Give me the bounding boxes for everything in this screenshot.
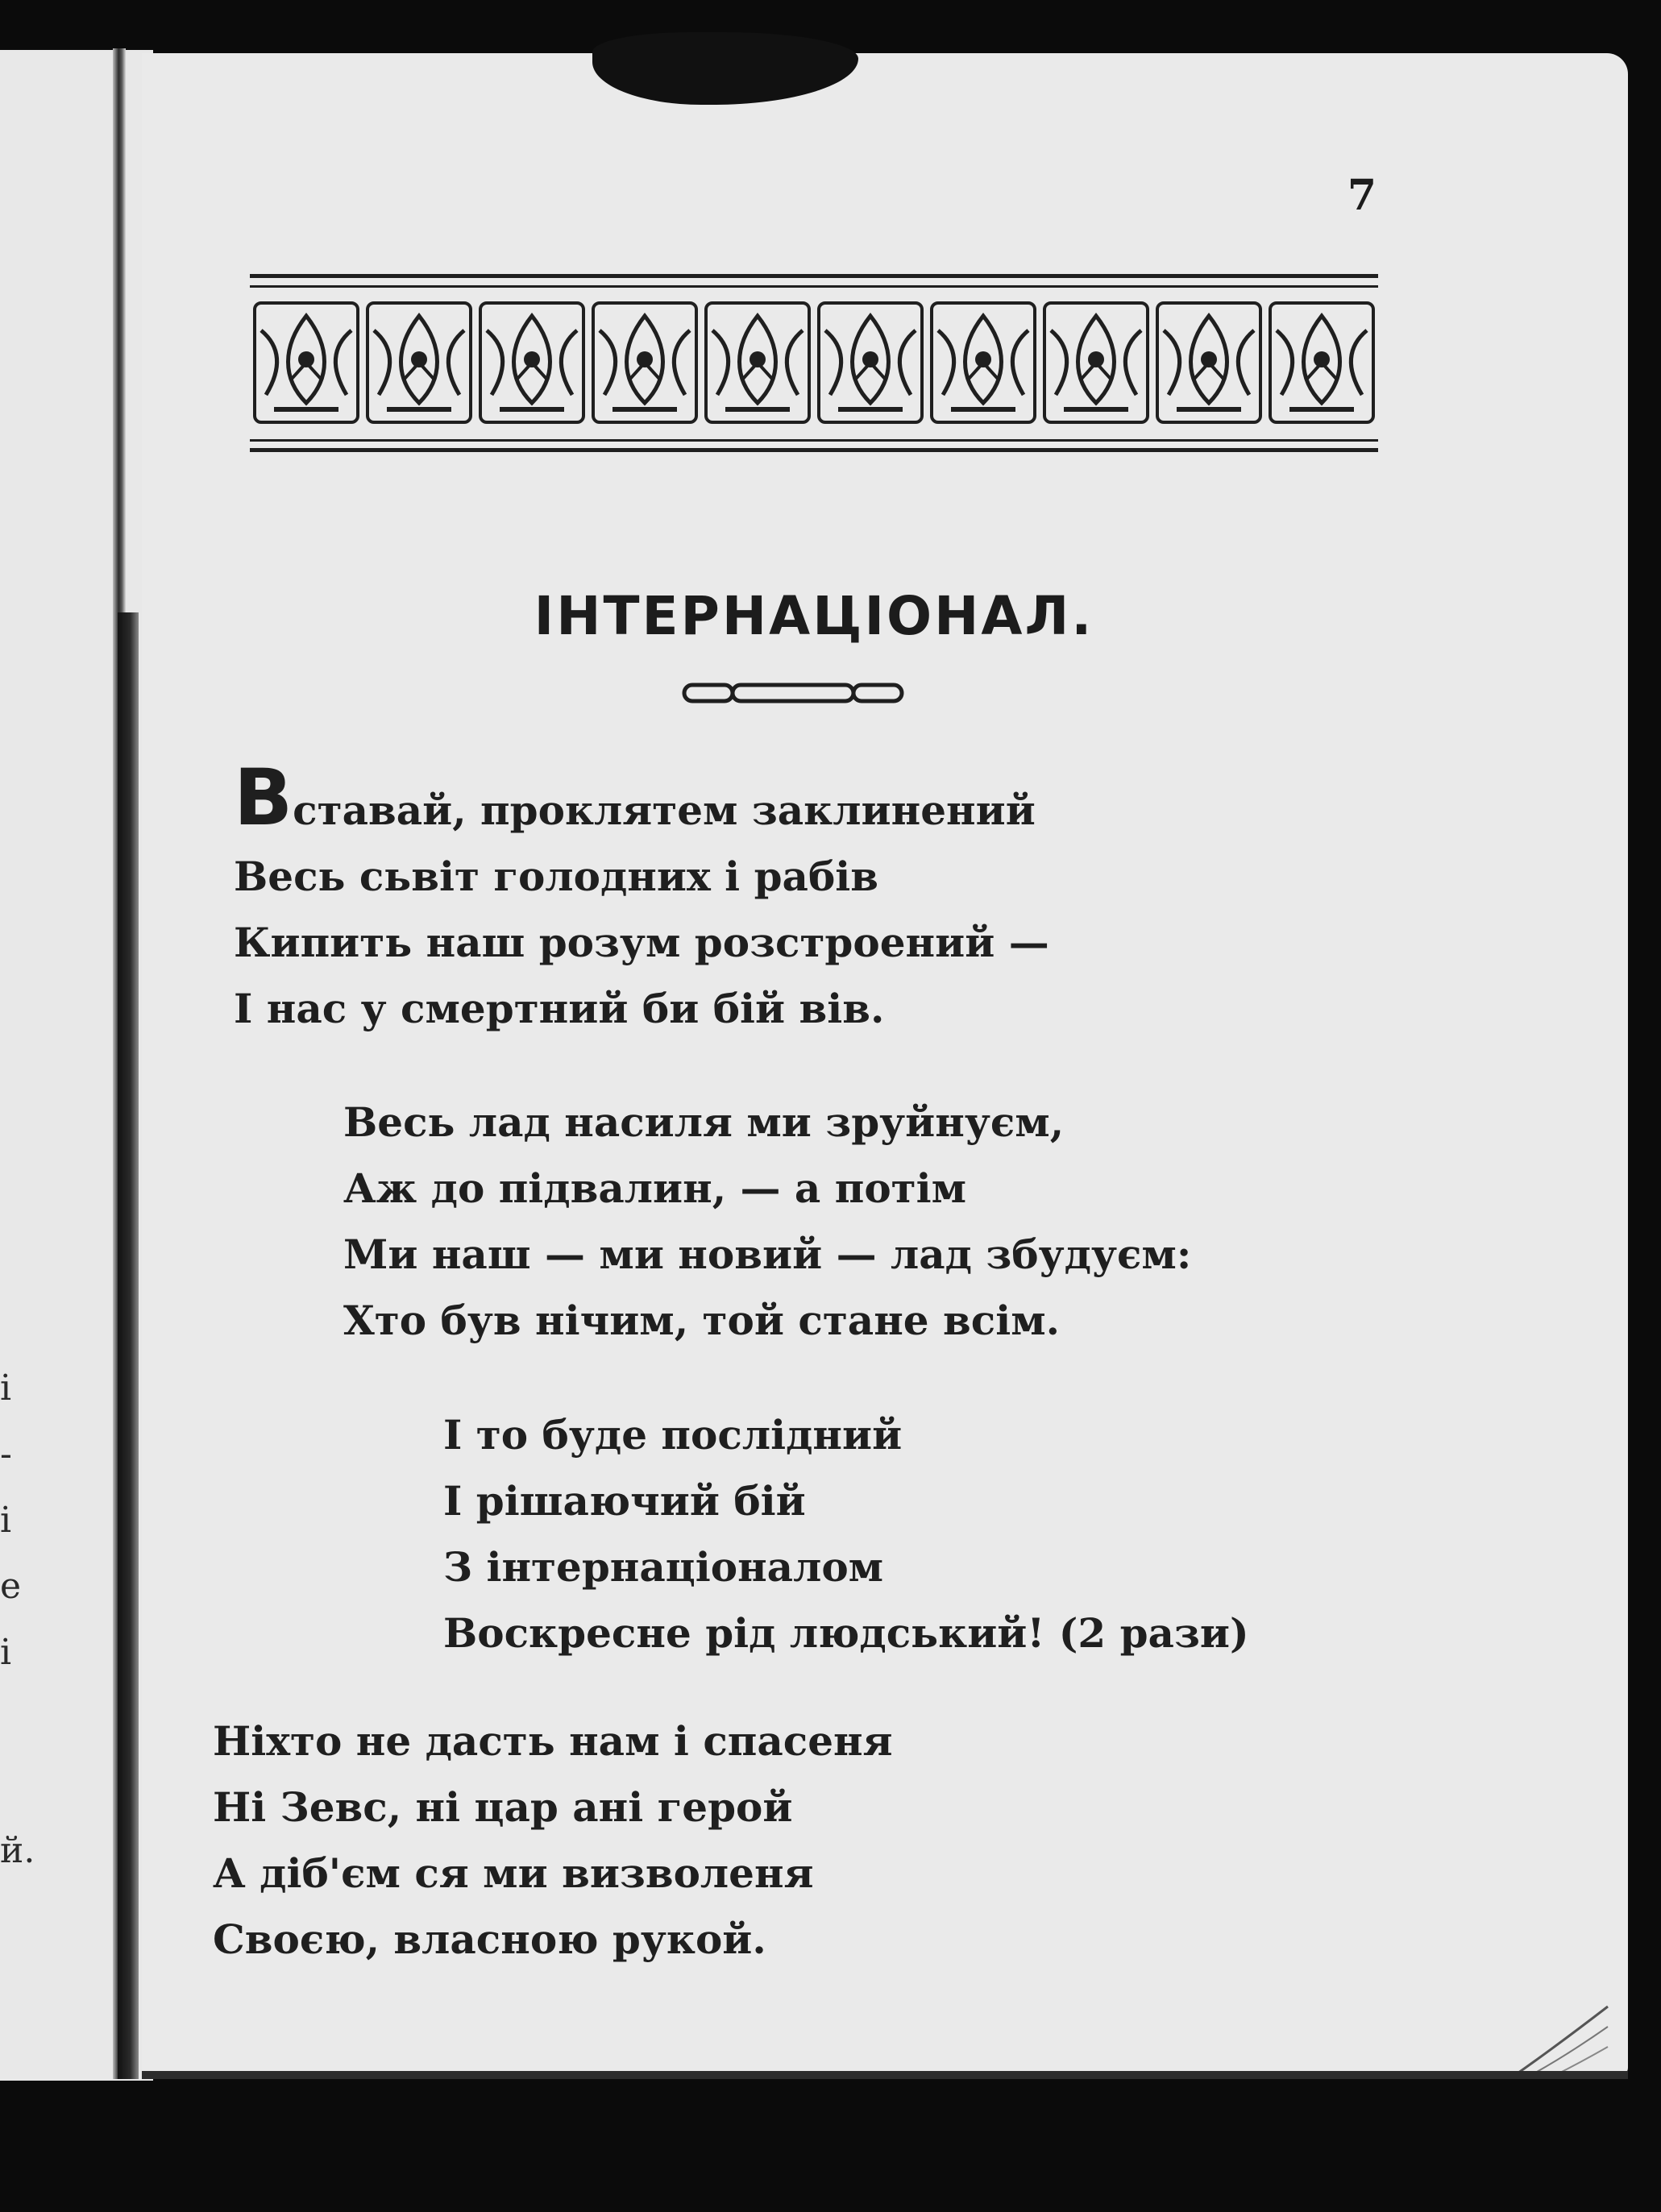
floral-motif-tile xyxy=(367,303,471,422)
ornamental-header-band xyxy=(250,274,1378,453)
floral-motif-tile xyxy=(932,303,1035,422)
left-page-glyph: і xyxy=(0,1500,12,1541)
drop-cap: В xyxy=(234,753,293,843)
left-page-glyph: - xyxy=(0,1434,12,1475)
stanza-4 xyxy=(213,1708,893,1973)
left-page-glyph: і xyxy=(0,1367,12,1409)
page-corner-curl xyxy=(1499,1998,1612,2079)
left-page-glyph xyxy=(0,1686,24,1752)
stanza-2 xyxy=(343,1089,1191,1354)
floral-motif-tile xyxy=(593,303,696,422)
floral-motif-tile xyxy=(480,303,583,422)
verse-line: Ніхто не дасть нам і спасеня xyxy=(213,1717,893,1765)
stanza-1 xyxy=(234,753,1049,1042)
floral-motif-tile xyxy=(255,303,358,422)
verse-line: Ми наш — ми новий — лад збудуєм: xyxy=(343,1231,1192,1278)
verse-line: Весь сьвіт голодних і рабів xyxy=(234,853,879,900)
page-bottom-edge xyxy=(142,2071,1628,2079)
verse-line: І рішаючий бій xyxy=(443,1477,806,1525)
verse-line: Воскресне рід людський! (2 рази) xyxy=(443,1609,1249,1657)
left-page-text-fragment xyxy=(0,1355,35,1884)
verse-line: А діб'єм ся ми визволеня xyxy=(213,1849,814,1897)
title-divider-ornament xyxy=(681,679,907,708)
song-title: ІНТЕРНАЦІОНАЛ. xyxy=(534,585,1094,647)
left-page-glyph xyxy=(0,1752,24,1818)
floral-motif-tile xyxy=(1044,303,1148,422)
verse-line: Аж до підвалин, — а потім xyxy=(343,1164,967,1212)
floral-motif-tile xyxy=(1157,303,1260,422)
verse-line: Весь лад насиля ми зруйнуєм, xyxy=(343,1098,1065,1146)
verse-line: Хто був нічим, той стане всім. xyxy=(343,1297,1061,1344)
left-page-glyph: й. xyxy=(0,1830,35,1871)
floral-motif-tile xyxy=(1270,303,1373,422)
page-binding-shadow xyxy=(118,612,139,2079)
page-number: 7 xyxy=(1347,171,1377,220)
floral-motif-tile xyxy=(819,303,922,422)
left-page-glyph: і xyxy=(0,1632,12,1673)
refrain xyxy=(443,1402,1249,1666)
verse-line: І нас у смертний би бій вів. xyxy=(234,985,885,1032)
verse-line: З інтернаціоналом xyxy=(443,1543,884,1591)
verse-line: Ні Зевс, ні цар ані герой xyxy=(213,1783,793,1831)
verse-line-text: ставай, проклятем заклинений xyxy=(293,786,1036,834)
verse-line: І то буде послідний xyxy=(443,1411,903,1459)
left-page-glyph: е xyxy=(0,1566,22,1607)
verse-line: Своєю, власною рукой. xyxy=(213,1915,766,1963)
floral-motif-row xyxy=(255,303,1373,422)
verse-line: Кипить наш розум розстроений — xyxy=(234,919,1049,966)
verse-line xyxy=(234,753,1049,844)
floral-motif-tile xyxy=(706,303,809,422)
